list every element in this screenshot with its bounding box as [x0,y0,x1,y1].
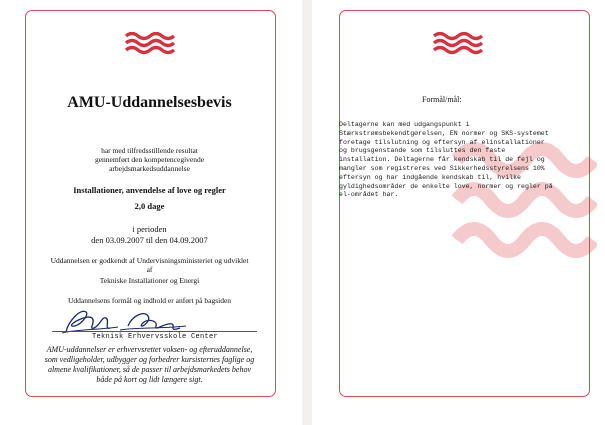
footer-line: som vedligeholder, udbygger og forbedrer kursisternes faglige og [44,355,255,364]
certificate-back-page [312,0,605,425]
footer-note [25,345,274,385]
approval-line: Uddannelsen er godkendt af Undervisningsministeriet og udviklet [50,256,249,265]
footer-line: almene kvalifikationer, så de passer til arbejdsmarkedets behov [47,365,252,374]
footer-line: både på kort og lidt længere sigt. [96,375,203,384]
purpose-note: Uddannelsens formål og indhold er anført på bagsiden [67,296,232,305]
approval-of: af [146,265,153,274]
course-duration: 2,0 dage [134,201,165,211]
completion-line-3: arbejdsmarkedsuddannelse [109,164,190,173]
purpose-line: foretage tilslutning og eftersyn af elinstallationer [339,138,545,146]
purpose-line: installation. Deltagerne får kendskab til de fejl og [339,156,545,164]
purpose-heading: Formål/mål: [422,95,462,104]
developer-name: Tekniske Installationer og Energi [99,276,200,285]
purpose-line: gyldighedsområder de enkelte love, normer og regler på [339,182,553,190]
amu-wave-logo-icon [124,32,176,56]
purpose-line: eftersyn og har indgående kendskab til, hvilke [339,173,522,181]
signature-line [52,331,257,332]
course-period: den 03.09.2007 til den 04.09.2007 [91,235,208,245]
school-name: Teknisk Erhvervsskole Center [91,333,219,341]
completion-line-1: har med tilfredsstillende resultat [101,146,198,155]
purpose-line: mangler som registreres ved Sikkerhedsstyrelsens 10% [339,164,545,172]
amu-wave-logo-icon [432,32,484,56]
purpose-line: Deltagerne kan med udgangspunkt i [339,121,470,128]
purpose-line: Stærkstrømsbekendtgørelsen, EN normer og SKS-systemet [339,129,549,137]
purpose-line: og brugsgenstande som tilsluttes den faste [339,147,506,155]
certificate-front-page [0,0,302,425]
completion-line-2: gennemført den kompetencegivende [94,155,205,164]
period-label: i perioden [132,224,167,234]
purpose-line: el-området har. [339,191,399,199]
purpose-body [339,121,584,200]
certificate-title: AMU-Uddannelsesbevis [67,94,232,111]
course-name: Installationer, anvendelse af love og regler [73,185,226,195]
footer-line: AMU-uddannelser er erhvervsrettet voksen- og efteruddannelse, [46,345,253,354]
